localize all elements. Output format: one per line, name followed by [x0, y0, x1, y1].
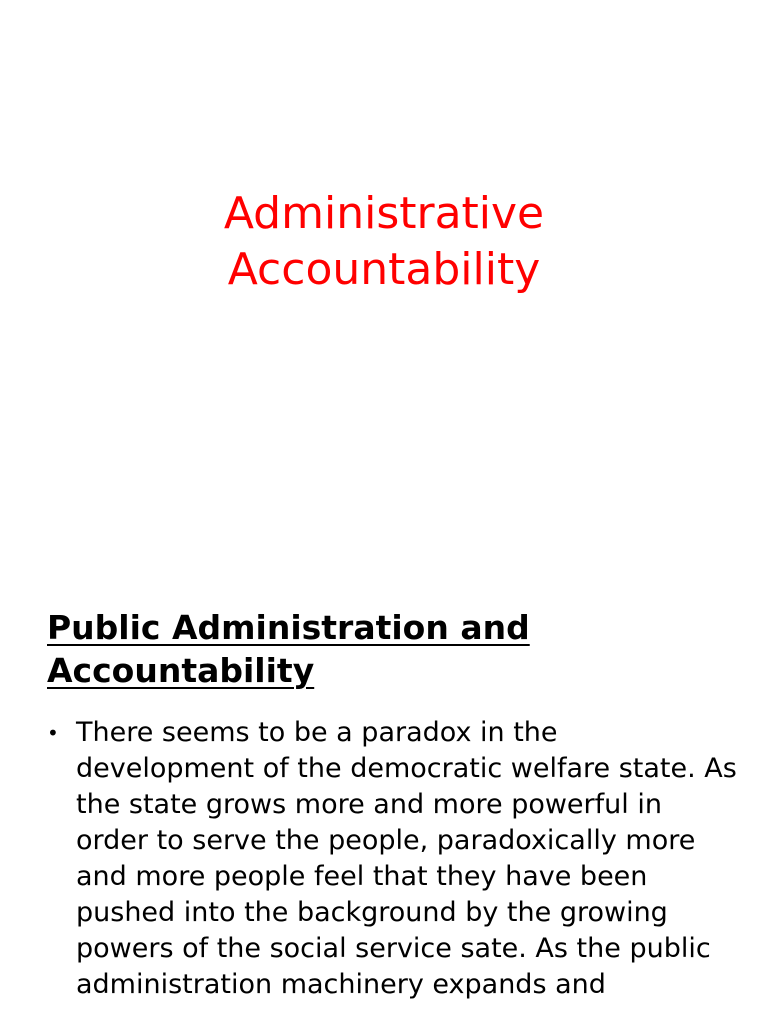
bullet-item — [47, 715, 737, 1003]
slide-title — [0, 186, 768, 298]
bullet-list — [47, 715, 737, 1003]
bullet-text: There seems to be a paradox in the development of the democratic welfare state. As the state grows more and more powerful in order to serve the people, paradoxically more and more people feel that they have been pushed into the background by the growing powers of the social service sate. As the public administration machinery expands and — [76, 717, 737, 1000]
section-heading-line-2: Accountability — [47, 651, 315, 690]
section-heading-line-1: Public Administration and — [47, 608, 530, 647]
slide-title-line-2: Accountability — [227, 244, 541, 295]
section-heading — [47, 606, 747, 692]
slide-title-line-1: Administrative — [223, 188, 545, 239]
bullet-dot-icon: • — [47, 721, 59, 745]
